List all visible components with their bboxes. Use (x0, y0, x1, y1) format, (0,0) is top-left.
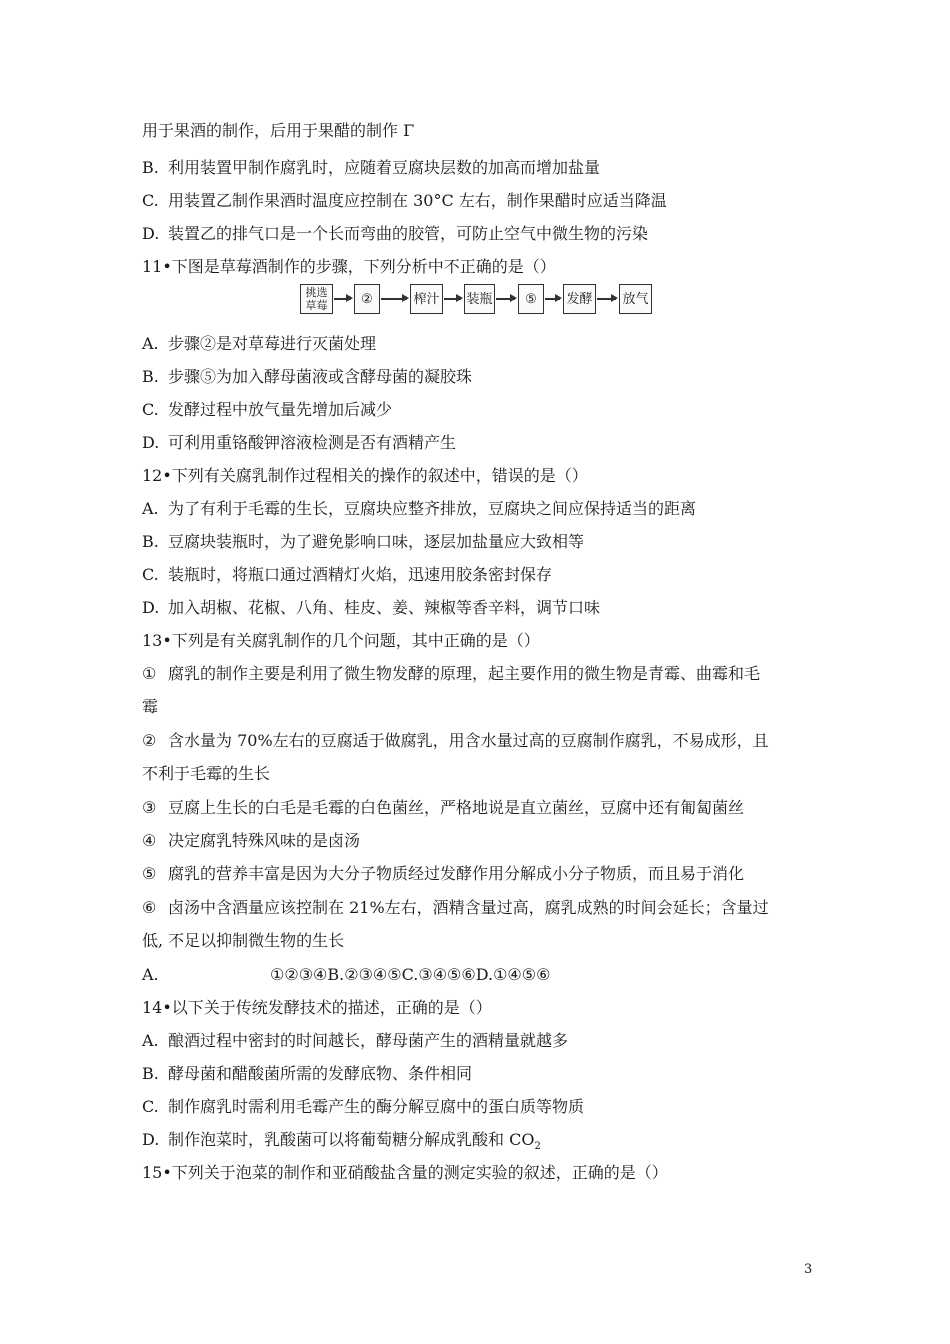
statement-text: 含水量为 70%左右的豆腐适于做腐乳，用含水量过高的豆腐制作腐乳，不易成形，且 (168, 731, 769, 750)
option-text: 发酵过程中放气量先增加后减少 (168, 400, 393, 419)
arrow-icon (334, 298, 351, 300)
statement-number: ④ (142, 831, 157, 850)
question-text: 12•下列有关腐乳制作过程相关的操作的叙述中，错误的是（） (142, 466, 588, 485)
option-d (142, 432, 456, 454)
option-d (142, 223, 648, 245)
option-letter: A. (142, 499, 159, 518)
statement-5 (142, 863, 744, 885)
option-letter: C. (142, 400, 159, 419)
statement-text: 卤汤中含酒量应该控制在 21%左右，酒精含量过高，腐乳成熟的时间会延长；含量过 (168, 898, 769, 917)
flow-step-bottle: 装瓶 (464, 284, 495, 314)
statement-number: ② (142, 731, 157, 750)
flow-step-5: ⑤ (518, 284, 544, 314)
question-13 (142, 630, 540, 652)
option-letter: D. (142, 433, 160, 452)
option-text: 为了有利于毛霉的生长，豆腐块应整齐排放，豆腐块之间应保持适当的距离 (168, 499, 697, 518)
option-letter: A. (142, 334, 159, 353)
flow-step-vent: 放气 (619, 284, 652, 314)
question-11 (142, 256, 556, 278)
option-text: 装置乙的排气口是一个长而弯曲的胶管，可防止空气中微生物的污染 (168, 224, 649, 243)
option-text: 制作腐乳时需利用毛霉产生的酶分解豆腐中的蛋白质等物质 (168, 1097, 585, 1116)
option-d (142, 597, 600, 619)
option-letter: C. (142, 191, 159, 210)
question-12 (142, 465, 588, 487)
answer-choices-text: ①②③④B.②③④⑤C.③④⑤⑥D.①④⑤⑥ (270, 965, 551, 984)
statement-text: 霉 (142, 697, 159, 716)
option-b (142, 157, 600, 179)
option-text: 装瓶时，将瓶口通过酒精灯火焰，迅速用胶条密封保存 (168, 565, 553, 584)
option-letter: A. (142, 965, 159, 984)
question-text: 14•以下关于传统发酵技术的描述，正确的是（） (142, 998, 492, 1017)
option-letter: B. (142, 158, 159, 177)
option-letter: B. (142, 367, 159, 386)
arrow-icon (545, 298, 560, 300)
statement-text: 决定腐乳特殊风味的是卤汤 (168, 831, 361, 850)
option-letter: B. (142, 532, 159, 551)
option-letter: A. (142, 1031, 159, 1050)
option-d (142, 1129, 541, 1158)
statement-number: ① (142, 664, 157, 683)
option-c (142, 1096, 584, 1118)
option-c (142, 564, 552, 586)
option-text: 利用装置甲制作腐乳时，应随着豆腐块层数的加高而增加盐量 (168, 158, 601, 177)
statement-number: ⑤ (142, 864, 157, 883)
question-14 (142, 997, 492, 1019)
option-b (142, 1063, 472, 1085)
option-text: 酵母菌和醋酸菌所需的发酵底物、条件相同 (168, 1064, 473, 1083)
option-text: 制作泡菜时，乳酸菌可以将葡萄糖分解成乳酸和 CO (168, 1130, 535, 1149)
statement-2-cont (142, 763, 270, 785)
statement-4 (142, 830, 360, 852)
statement-text: 腐乳的营养丰富是因为大分子物质经过发酵作用分解成小分子物质，而且易于消化 (168, 864, 745, 883)
text: 用于果酒的制作，后用于果醋的制作 Γ (142, 121, 415, 140)
question-text: 15•下列关于泡菜的制作和亚硝酸盐含量的测定实验的叙述，正确的是（） (142, 1163, 668, 1182)
statement-6-cont (142, 930, 344, 952)
flow-step-ferment: 发酵 (563, 284, 596, 314)
question-text: 13•下列是有关腐乳制作的几个问题，其中正确的是（） (142, 631, 540, 650)
question-15 (142, 1162, 668, 1184)
option-a (142, 333, 376, 355)
arrow-icon (381, 298, 407, 300)
option-b (142, 531, 584, 553)
statement-number: ⑥ (142, 898, 157, 917)
statement-2 (142, 730, 769, 752)
question-text: 11•下图是草莓酒制作的步骤，下列分析中不正确的是（） (142, 257, 556, 276)
statement-6 (142, 897, 769, 919)
answer-choices (142, 964, 550, 986)
flow-step-select-strawberry (300, 284, 333, 314)
subscript: 2 (534, 1141, 541, 1153)
page-number: 3 (804, 1262, 813, 1277)
option-a (142, 1030, 568, 1052)
option-text: 酿酒过程中密封的时间越长，酵母菌产生的酒精量就越多 (168, 1031, 569, 1050)
option-text: 豆腐块装瓶时，为了避免影响口味，逐层加盐量应大致相等 (168, 532, 585, 551)
option-letter: D. (142, 1130, 160, 1149)
arrow-icon (444, 298, 461, 300)
option-text: 用装置乙制作果酒时温度应控制在 30°C 左右，制作果醋时应适当降温 (168, 191, 667, 210)
option-c (142, 190, 667, 212)
option-letter: C. (142, 565, 159, 584)
arrow-icon (496, 298, 515, 300)
arrow-icon (597, 298, 616, 300)
option-text: 可利用重铬酸钾溶液检测是否有酒精产生 (168, 433, 457, 452)
text-line (142, 120, 414, 142)
statement-text: 腐乳的制作主要是利用了微生物发酵的原理，起主要作用的微生物是青霉、曲霉和毛 (168, 664, 761, 683)
option-letter: D. (142, 224, 160, 243)
option-letter: C. (142, 1097, 159, 1116)
flow-step-juice: 榨汁 (410, 284, 443, 314)
option-text: 步骤②是对草莓进行灭菌处理 (168, 334, 377, 353)
flow-step-text: 草莓 (305, 299, 328, 312)
option-c (142, 399, 392, 421)
statement-3 (142, 797, 744, 819)
option-text: 步骤⑤为加入酵母菌液或含酵母菌的凝胶珠 (168, 367, 473, 386)
flow-step-2: ② (354, 284, 380, 314)
option-b (142, 366, 472, 388)
option-text: 加入胡椒、花椒、八角、桂皮、姜、辣椒等香辛料，调节口味 (168, 598, 601, 617)
statement-text: 豆腐上生长的白毛是毛霉的白色菌丝，严格地说是直立菌丝，豆腐中还有匍匐菌丝 (168, 798, 745, 817)
statement-text: 不利于毛霉的生长 (142, 764, 271, 783)
statement-number: ③ (142, 798, 157, 817)
statement-text: 低, 不足以抑制微生物的生长 (142, 931, 345, 950)
statement-1-cont (142, 696, 158, 718)
option-letter: B. (142, 1064, 159, 1083)
option-letter: D. (142, 598, 160, 617)
option-a (142, 498, 696, 520)
flow-step-text: 挑选 (305, 286, 328, 299)
statement-1 (142, 663, 760, 685)
